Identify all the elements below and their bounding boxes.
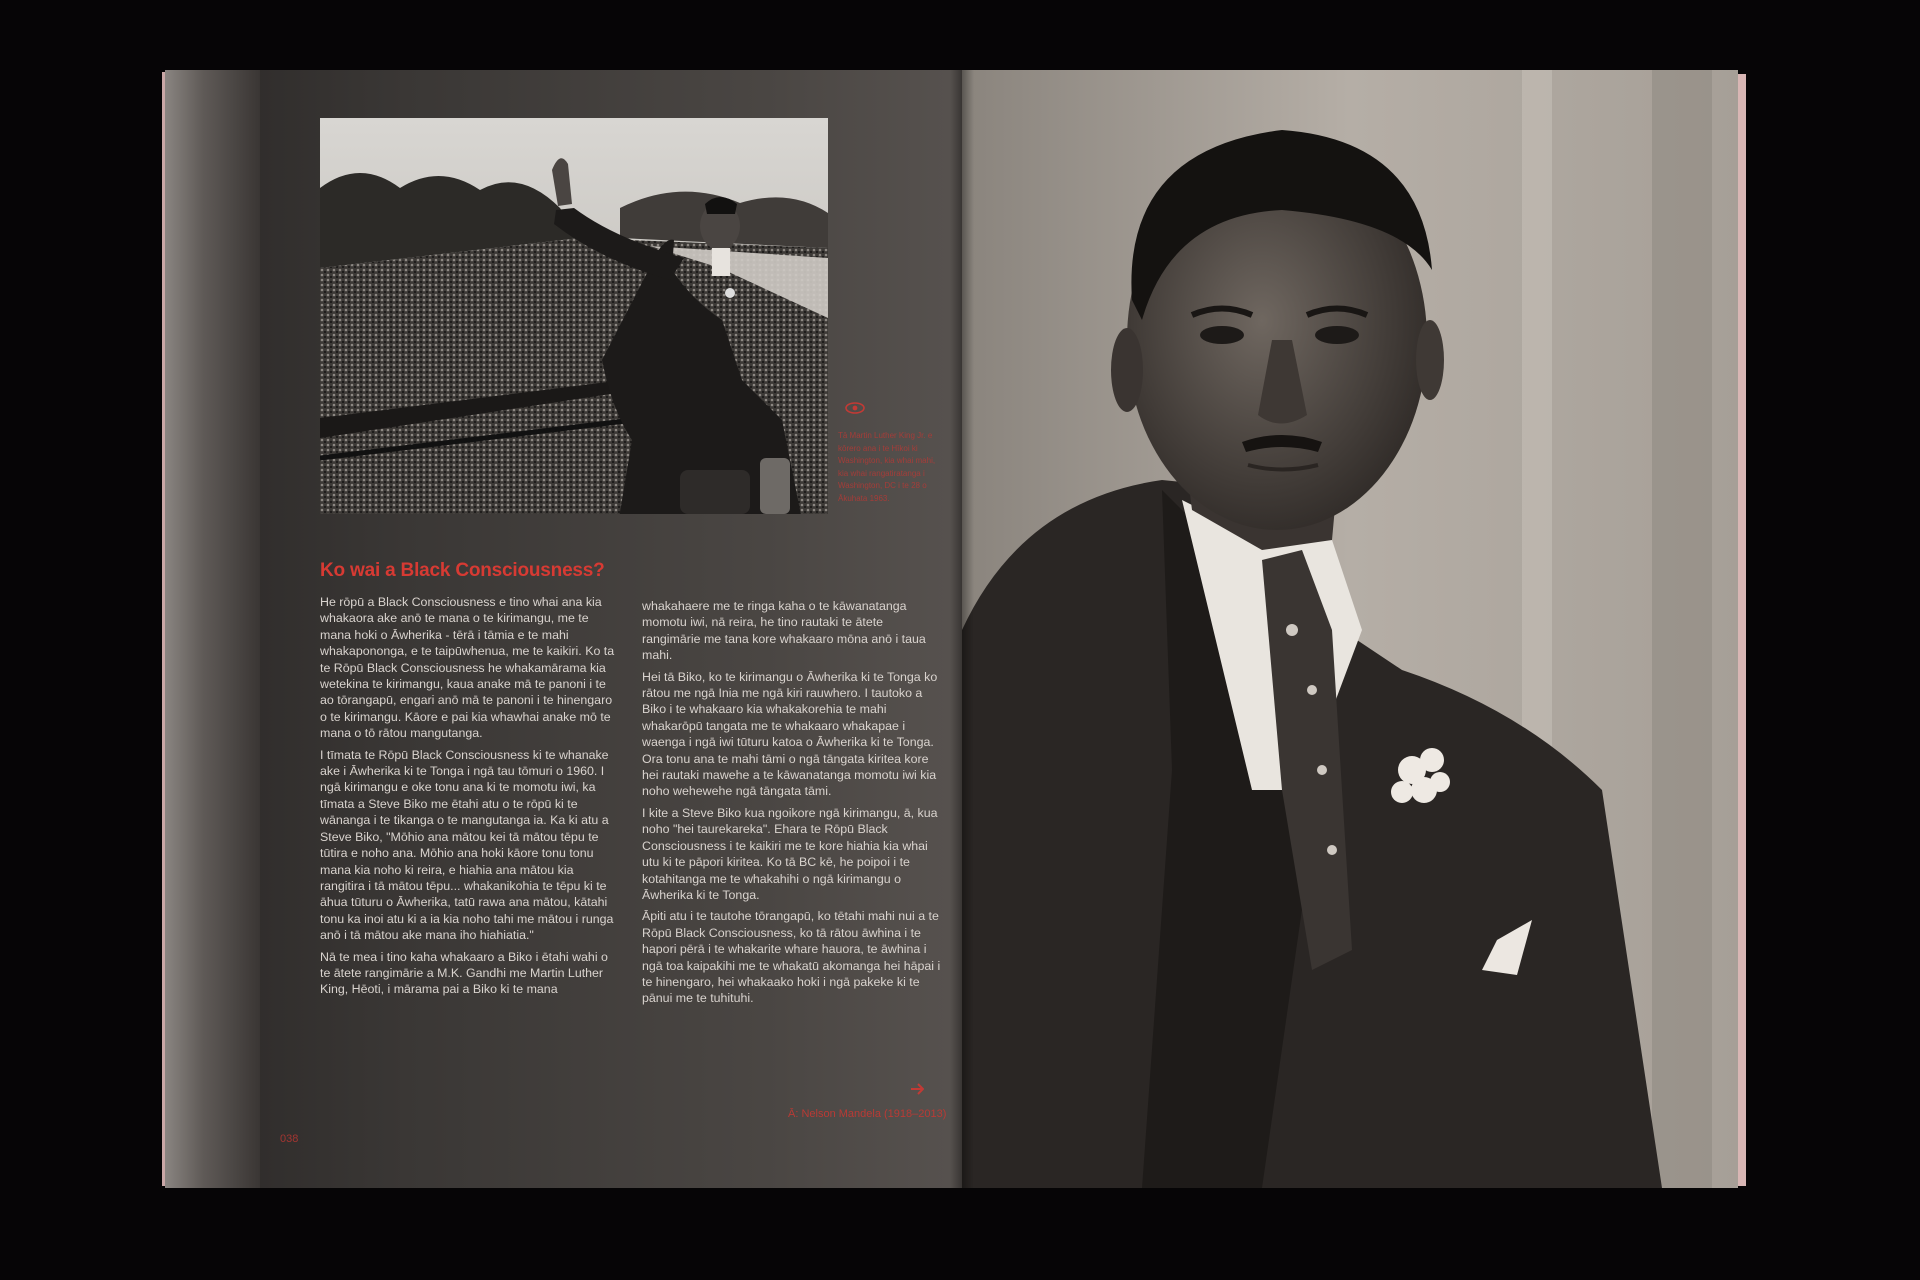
paragraph: Āpiti atu i te tautohe tōrangapū, ko tētahi mahi nui a te Rōpū Black Consciousness, ko tā rātou āwhina i te hapori pērā i te whakarite whare hauora, te āwhina i ngā toa kaipakihi me te whakatū akomanga hei hāpai i te hinengaro, hei whakaako hoki i ngā pakeke ki te pānui me te tuhituhi.: [642, 909, 941, 1006]
next-page-footer: Ā: Nelson Mandela (1918–2013): [788, 1108, 947, 1120]
page-gutter: [950, 70, 974, 1188]
text-column-right: [642, 598, 942, 1012]
mlk-photo: [320, 118, 828, 514]
page-number: 038: [280, 1133, 299, 1145]
text-column-left: [320, 594, 620, 1003]
paragraph: whakahaere me te ringa kaha o te kāwanatanga momotu iwi, nā reira, he tino rautaki te ātete rangimārie me tana kore whakaaro mōna anō i taua mahi.: [642, 599, 926, 663]
left-bleed-photo: [165, 70, 260, 1188]
arrow-icon: [910, 1082, 924, 1096]
eye-icon: [845, 402, 865, 414]
section-heading: Ko wai a Black Consciousness?: [320, 560, 605, 581]
paragraph: I kite a Steve Biko kua ngoikore ngā kirimangu, ā, kua noho "hei taurekareka". Ehara te Rōpū Black Consciousness i te kaikiri me te kore hiahia kia whai utu ki te pāpori kiritea. Ko tā BC kē, he poipoi i te kotahitanga me te whakahihi o ngā kirimangu o Āwherika ki te Tonga.: [642, 805, 938, 902]
photo-caption: Tā Martin Luther King Jr. e kōrero ana i te Hīkoi ki Washington, kia whai mahi, kia whai rangatiratanga i Washington, DC i te 28 o Ākuhata 1963.: [838, 431, 936, 503]
right-page-edge: [1738, 74, 1746, 1186]
mandela-portrait: [962, 70, 1738, 1188]
paragraph: Hei tā Biko, ko te kirimangu o Āwherika ki te Tonga ko rātou me ngā Inia me ngā kiri rauwhero. I tautoko a Biko i te whakaaro kia whakakorehia te mahi whakarōpū tangata me te whakaaro whakapae i waenga i ngā iwi tūturu katoa o Āwherika ki te Tonga. Ora tonu ana te mahi tāmi o ngā tāngata kiritea kore hei rautaki mawehe a te kāwanatanga momotu iwi kia noho wehewehe ngā tāngata tāmi.: [642, 669, 938, 799]
paragraph: He rōpū a Black Consciousness e tino whai ana kia whakaora ake anō te mana o te kirimangu, me te mana hoki o Āwherika - tērā i tāmia e te mahi whakapononga, e te taipūwhenua, me te kaikiri. Ko ta te Rōpū Black Consciousness he whakamārama kia wetekina te kirimangu, kaua anake mā te panoni i te ao tōrangapū, engari anō mā te panoni i te hinengaro o te kirimangu. Kāore e pai kia whawhai anake mō te mana o tō rātou mangutanga.: [320, 595, 615, 741]
paragraph: I tīmata te Rōpū Black Consciousness ki te whanake ake i Āwherika ki te Tonga i ngā tau tōmuri o 1960. I ngā kirimangu e oke tonu ana ki te momotu iwi, ka tīmata a Steve Biko me ētahi atu o te rōpū ki te wānanga i te tikanga o te mangutanga ia. Ka ki atu a Steve Biko, "Mōhio ana mātou kei tā mātou tēpu te tūtira e noho ana. Mōhio ana hoki kāore tonu tonu mana kia noho ki reira, e hiahia ana mātou kia rangitira i tā mātou tēpu... whakanikohia te tēpu ki te āhua tūturu o Āwherika, tatū rawa ana mātou, kātahi tonu ka inoi atu ki a ia kia noho tahi me mātou i runga anō i tā mātou ake mana iho hiahiatia.": [320, 747, 614, 943]
paragraph: Nā te mea i tino kaha whakaaro a Biko i ētahi wahi o te ātete rangimārie a M.K. Gandhi me Martin Luther King, Hēoti, i mārama pai a Biko ki te mana: [320, 949, 608, 997]
